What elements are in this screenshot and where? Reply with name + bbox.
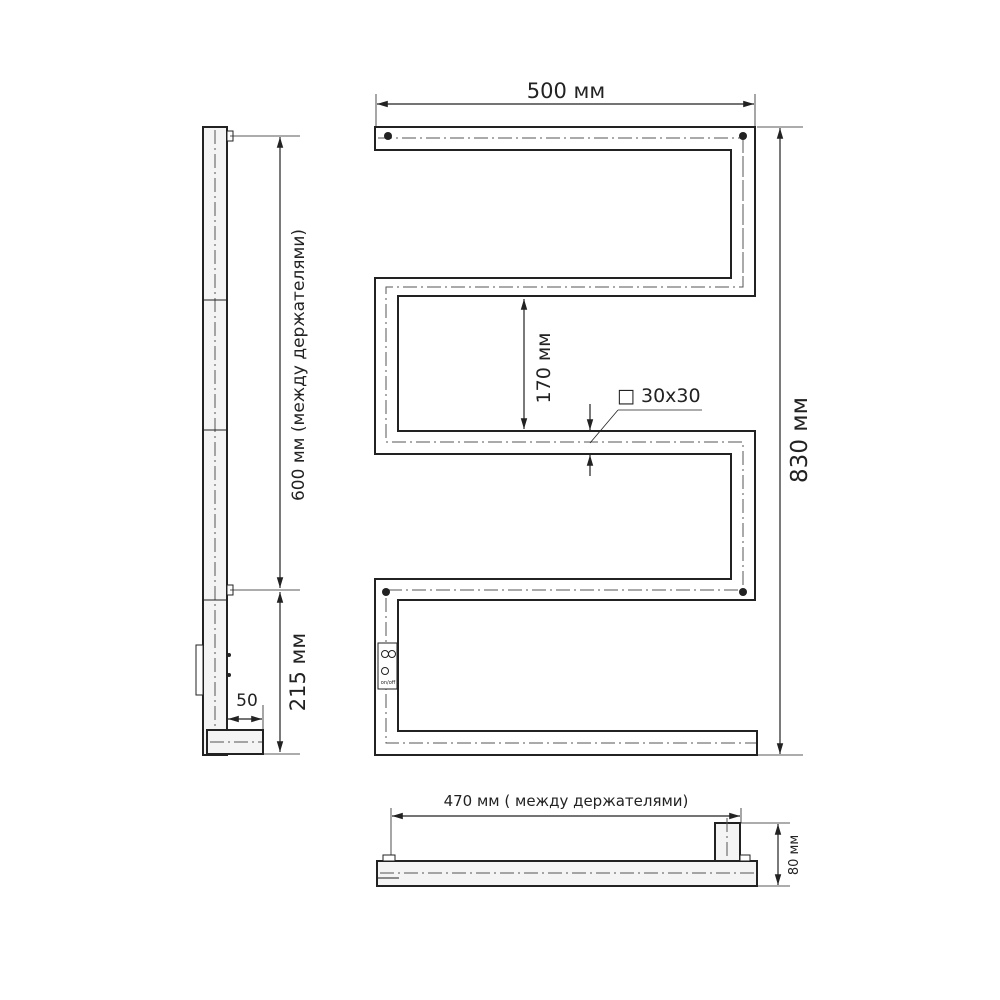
dim-height-total: 830 мм [787, 397, 813, 483]
top-view [377, 792, 802, 886]
dim-holders-vertical: 600 мм (между держателями) [289, 228, 309, 502]
dim-depth: 80 мм [787, 834, 802, 876]
dim-gap: 170 мм [533, 332, 555, 404]
dim-width-total: 500 мм [526, 79, 606, 103]
dim-wall-offset: 50 [236, 691, 258, 711]
mount-point-bottom-left [382, 588, 390, 596]
side-view [196, 127, 310, 755]
control-label: on/off [380, 680, 396, 686]
mount-point-top-left [384, 132, 392, 140]
serpentine-outer [375, 127, 757, 755]
mount-point-bottom-right [739, 588, 747, 596]
dim-bottom-offset: 215 мм [286, 632, 310, 712]
control-block-side [196, 645, 203, 695]
mount-point-top-right [739, 132, 747, 140]
dim-profile: □ 30х30 [617, 385, 701, 407]
front-view [375, 79, 813, 755]
dim-holders-horizontal: 470 мм ( между держателями) [443, 792, 689, 810]
